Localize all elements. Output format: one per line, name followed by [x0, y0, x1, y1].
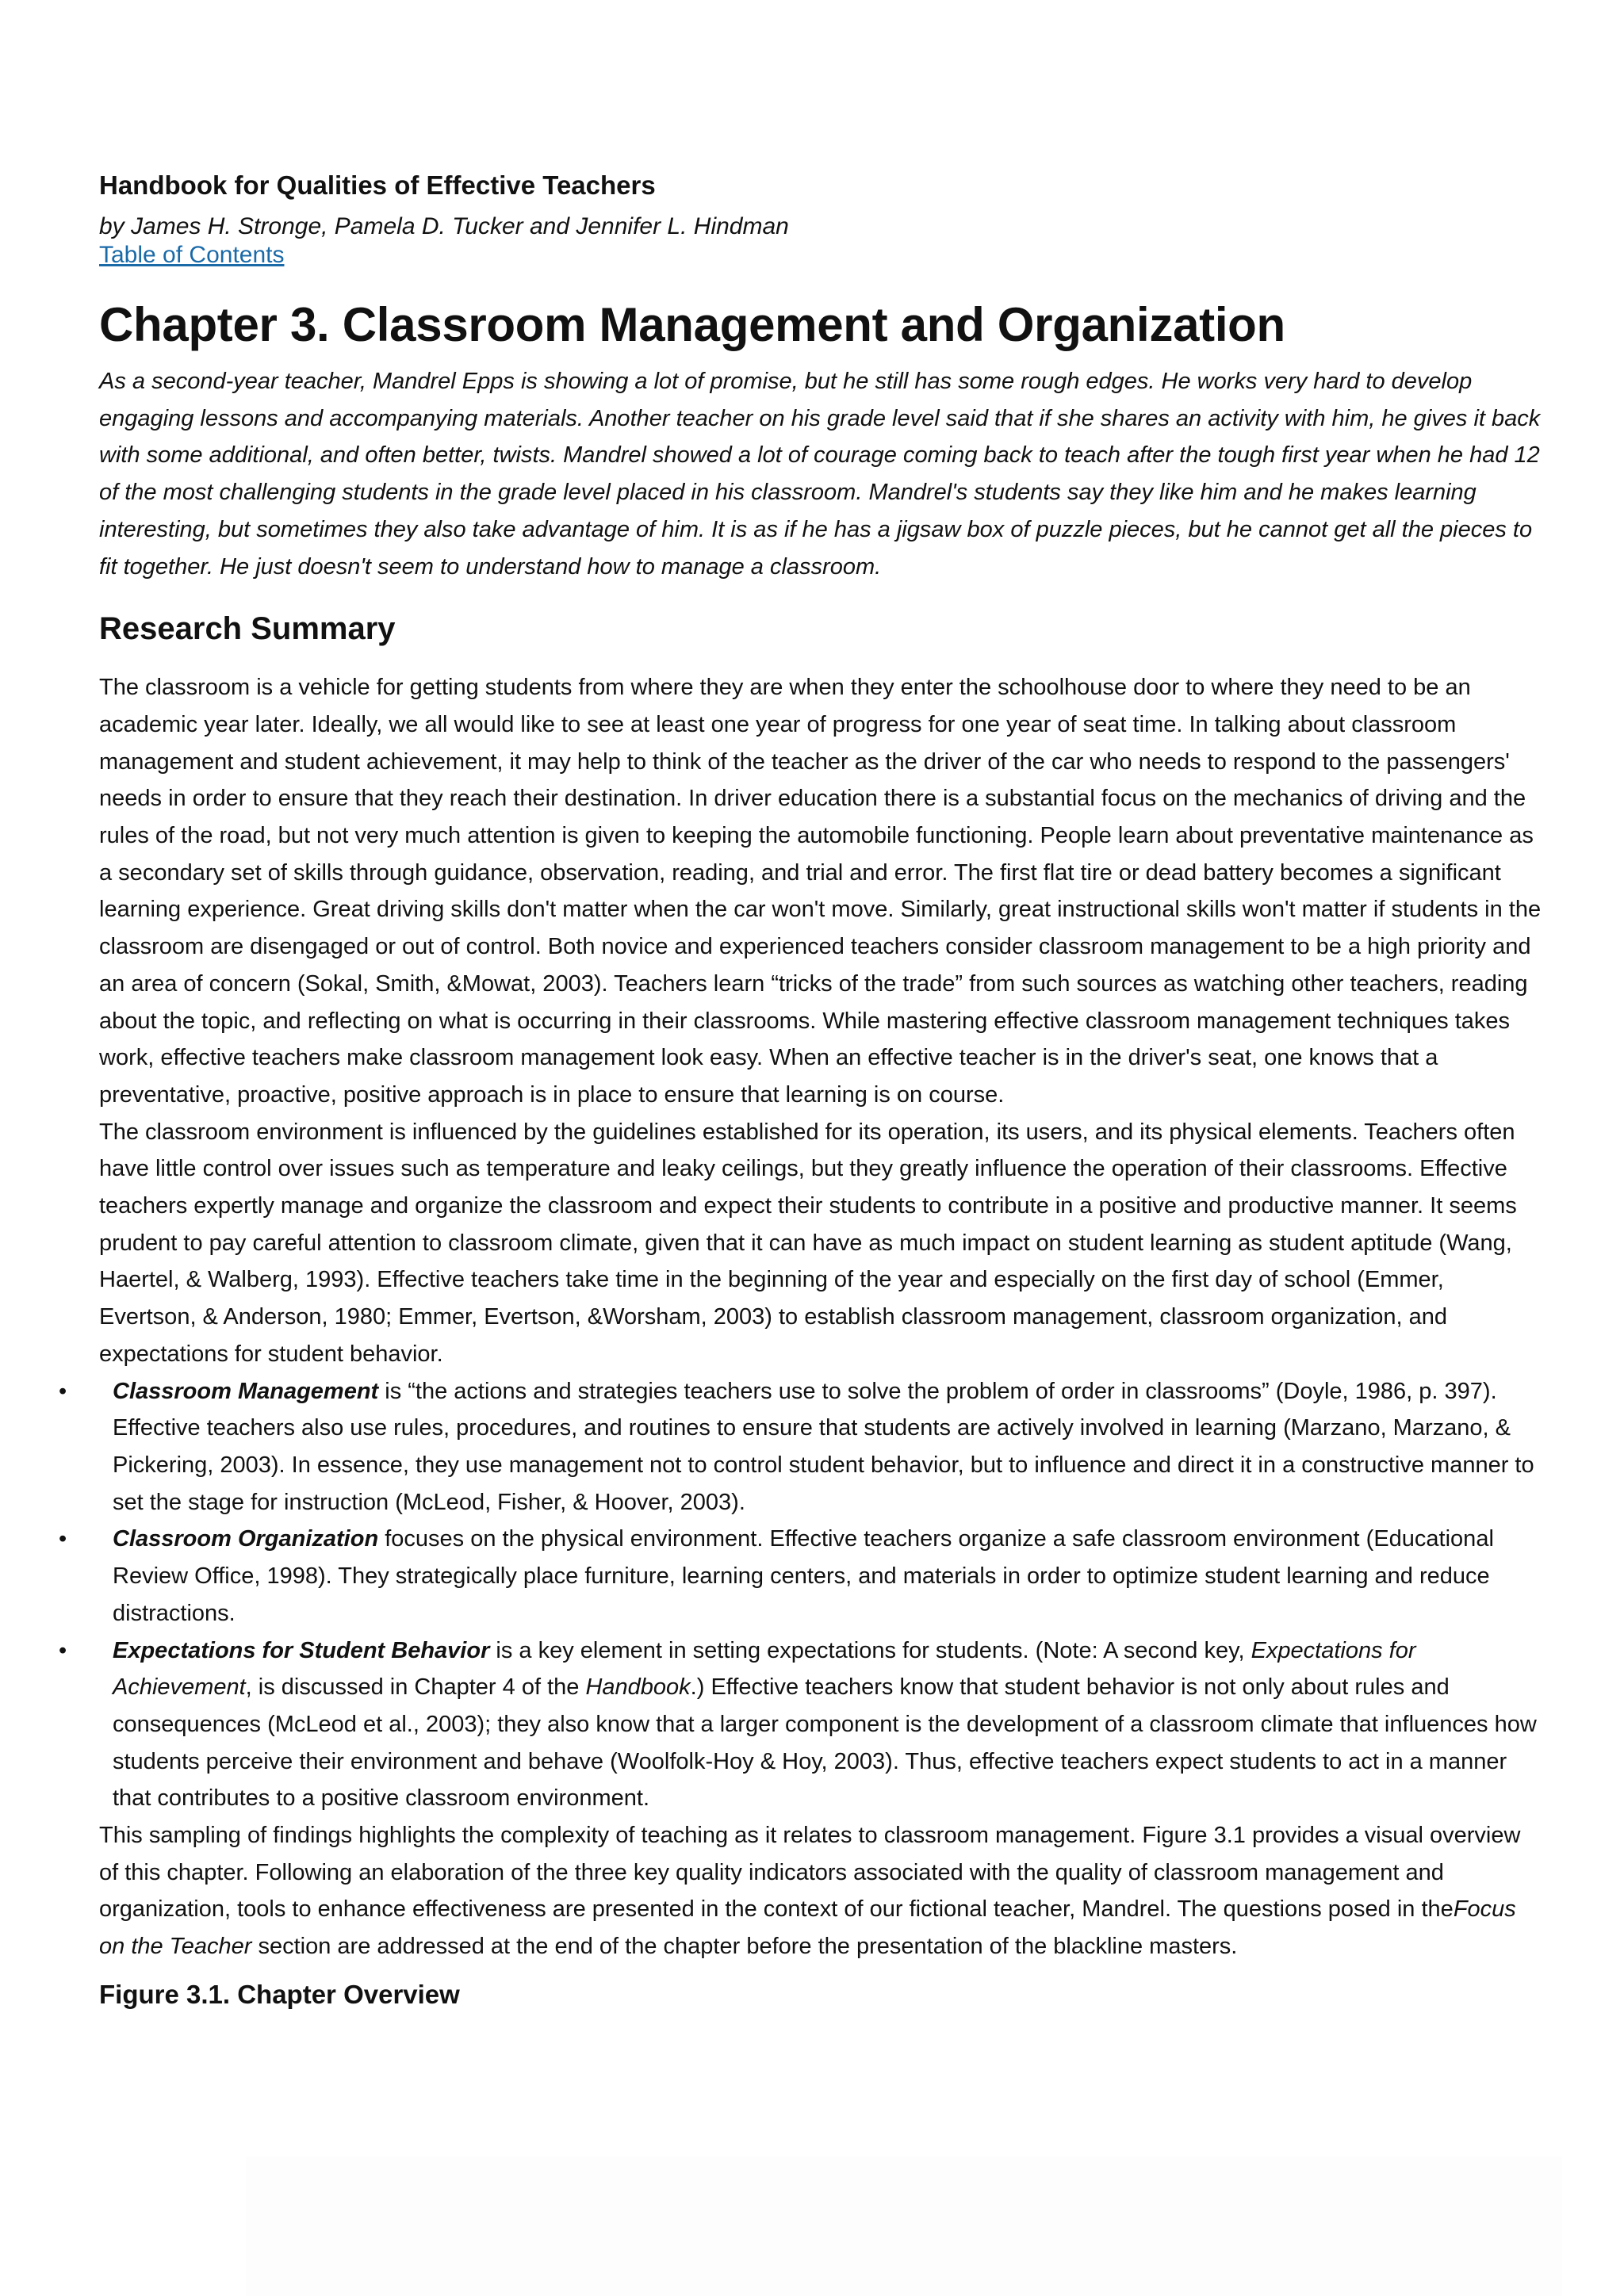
book-title: Handbook for Qualities of Effective Teachers — [99, 170, 656, 200]
term-expectations-for-student-behavior: Expectations for Student Behavior — [113, 1637, 490, 1663]
term-classroom-management: Classroom Management — [113, 1378, 379, 1404]
bullet-icon: • — [59, 1637, 67, 1663]
closing-text-start: This sampling of findings highlights the complexity of teaching as it relates to classroom management. Figure 3.1 provides a visual overview of this chapter. Following an elaboration of the three key quality indicators associated with the quality of classroom management and organization, tools to enhance effectiveness are presented in the context of our fictional teacher, Mandrel. The questions posed in the — [99, 1823, 1521, 1923]
italic-focus-on-the-teacher: Focus on the Teacher — [99, 1896, 1516, 1960]
figure-caption: Figure 3.1. Chapter Overview — [99, 1979, 460, 2009]
list-item-text: is a key element in setting expectations for students. (Note: A second key, — [489, 1637, 1251, 1663]
author-byline: by James H. Stronge, Pamela D. Tucker and Jennifer L. Hindman — [99, 213, 789, 239]
chapter-intro-vignette: As a second-year teacher, Mandrel Epps is showing a lot of promise, but he still has some rough edges. He works very hard to develop engaging lessons and accompanying materials. Another teacher on his grade level said that if she shares an activity with him, he gives it back with some additional, and often better, twists. Mandrel showed a lot of courage coming back to teach after the tough first year when he had 12 of the most challenging students in the grade level placed in his classroom. Mandrel's students say they like him and he makes learning interesting, but sometimes they also take advantage of him. It is as if he has a jigsaw box of puzzle pieces, but he cannot get all the pieces to fit together. He just doesn't seem to understand how to manage a classroom. — [99, 369, 1541, 580]
table-of-contents-link[interactable]: Table of Contents — [99, 242, 285, 268]
list-item-text: , is discussed in Chapter 4 of the — [245, 1674, 586, 1701]
bullet-icon: • — [59, 1378, 67, 1404]
research-summary-heading: Research Summary — [99, 611, 396, 647]
document-content — [59, 168, 1542, 2013]
figure-area — [246, 2156, 1562, 2296]
italic-expectations-for-achievement: Expectations for Achievement — [113, 1637, 1416, 1701]
list-item-expectations-for-student-behavior — [59, 1632, 1542, 1818]
research-summary-paragraph-2: The classroom environment is influenced by the guidelines established for its operation, its users, and its physical elements. Teachers often have little control over issues such as temperature and leaky ceilings, but they greatly influence the operation of their classrooms. Effective teachers expertly manage and organize the classroom and expect their students to contribute in a positive and productive manner. It seems prudent to pay careful attention to classroom climate, given that it can have as much impact on student learning as student aptitude (Wang, Haertel, & Walberg, 1993). Effective teachers take time in the beginning of the year and especially on the first day of school (Emmer, Evertson, & Anderson, 1980; Emmer, Evertson, &Worsham, 2003) to establish classroom management, classroom organization, and expectations for student behavior. — [99, 1119, 1517, 1367]
italic-handbook: Handbook — [585, 1674, 691, 1701]
closing-text-end: section are addressed at the end of the chapter before the presentation of the blackline masters. — [251, 1934, 1238, 1960]
key-elements-list — [59, 1373, 1542, 1817]
list-item-text: .) Effective teachers know that student behavior is not only about rules and consequences (McLeod et al., 2003); they also know that a larger component is the development of a classroom climate that influences how students perceive their environment and behave (Woolfolk-Hoy & Hoy, 2003). Thus, effective teachers expect students to act in a manner that contributes to a positive classroom environment. — [113, 1674, 1537, 1812]
list-item-text: is “the actions and strategies teachers use to solve the problem of order in classrooms” (Doyle, 1986, p. 397). Effective teachers also use rules, procedures, and routines to ensure that students are actively involved in learning (Marzano, Marzano, & Pickering, 2003). In essence, they use management not to control student behavior, but to influence and direct it in a constructive manner to set the stage for instruction (McLeod, Fisher, & Hoover, 2003). — [113, 1378, 1534, 1515]
research-summary-closing-paragraph — [99, 1817, 1542, 1965]
list-item-classroom-management — [59, 1373, 1542, 1521]
list-item-text: focuses on the physical environment. Effective teachers organize a safe classroom environment (Educational Review Office, 1998). They strategically place furniture, learning centers, and materials in order to optimize student learning and reduce distractions. — [113, 1526, 1494, 1626]
chapter-title: Chapter 3. Classroom Management and Organization — [99, 298, 1285, 351]
bullet-icon: • — [59, 1526, 67, 1552]
list-item-classroom-organization — [59, 1521, 1542, 1632]
term-classroom-organization: Classroom Organization — [113, 1526, 379, 1552]
research-summary-paragraph-1: The classroom is a vehicle for getting students from where they are when they enter the schoolhouse door to where they need to be an academic year later. Ideally, we all would like to see at least one year of progress for one year of seat time. In talking about classroom management and student achievement, it may help to think of the teacher as the driver of the car who needs to respond to the passengers' needs in order to ensure that they reach their destination. In driver education there is a substantial focus on the mechanics of driving and the rules of the road, but not very much attention is given to keeping the automobile functioning. People learn about preventative maintenance as a secondary set of skills through guidance, observation, reading, and trial and error. The first flat tire or dead battery becomes a significant learning experience. Great driving skills don't matter when the car won't move. Similarly, great instructional skills won't matter if students in the classroom are disengaged or out of control. Both novice and experienced teachers consider classroom management to be a high priority and an area of concern (Sokal, Smith, &Mowat, 2003). Teachers learn “tricks of the trade” from such sources as watching other teachers, reading about the topic, and reflecting on what is occurring in their classrooms. While mastering effective classroom management techniques takes work, effective teachers make classroom management look easy. When an effective teacher is in the driver's seat, one knows that a preventative, proactive, positive approach is in place to ensure that learning is on course. — [99, 675, 1542, 1108]
